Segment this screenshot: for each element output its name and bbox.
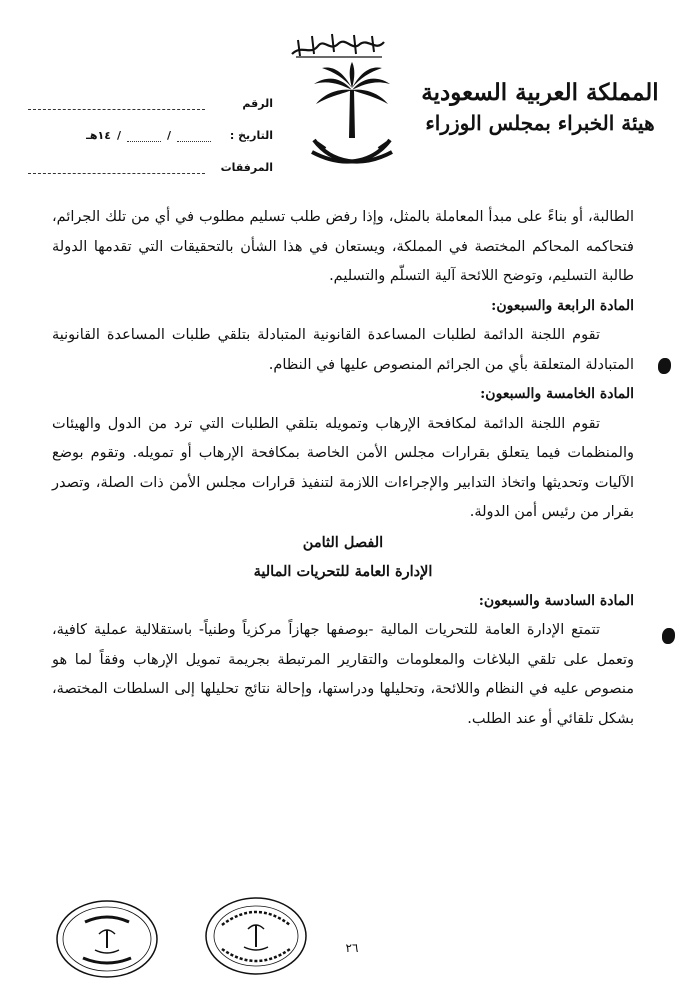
number-line bbox=[28, 95, 205, 110]
country-name: المملكة العربية السعودية bbox=[421, 79, 659, 106]
letterhead-title bbox=[420, 78, 660, 138]
seal-stamp-left bbox=[55, 898, 159, 980]
official-seal-right bbox=[204, 895, 308, 977]
chapter-subtitle: الإدارة العامة للتحريات المالية bbox=[253, 563, 433, 580]
authority-name: هيئة الخبراء بمجلس الوزراء bbox=[425, 111, 655, 135]
reference-fields bbox=[28, 78, 273, 174]
article-76-text: تتمتع الإدارة العامة للتحريات المالية -بوصفها جهازاً مركزياً وطنياً- باستقلالية عملية كافية، وتعمل على تلقي البلاغات والمعلومات والتقارير المرتبطة بجريمة تمويل الإرهاب وفقاً لما هو منصوص عليه في النظام واللائحة، وتحليلها ودراستها، وإحالة نتائج تحليلها إلى السلطات المختصة، بشكل تلقائي أو عند الطلب. bbox=[52, 622, 634, 727]
date-month-slot bbox=[127, 127, 161, 142]
attachments-line bbox=[28, 159, 205, 174]
article-75-text: تقوم اللجنة الدائمة لمكافحة الإرهاب وتمويله بتلقي الطلبات التي ترد من الدول والهيئات والمنظمات فيما يتعلق بقرارات مجلس الأمن الخاصة بمكافحة الإرهاب أو تمويله. وتقوم بوضع الآليات وتحديثها واتخاذ التدابير والإجراءات اللازمة لتنفيذ قرارات مجلس الأمن ذات الصلة، وتصدر بقرار من رئيس أمن الدولة. bbox=[52, 415, 634, 520]
date-separator: / bbox=[116, 129, 121, 142]
basmala-image bbox=[288, 30, 388, 60]
official-seal-left bbox=[55, 898, 159, 980]
seal-stamp-right bbox=[204, 895, 308, 977]
paragraph-continuation: الطالبة، أو بناءً على مبدأ المعاملة بالمثل، وإذا رفض طلب تسليم مطلوب في أي من تلك الجرائم، فتحاكمه المحاكم المختصة في المملكة، ويستعان في هذا الشأن بالتحقيقات التي تقدمها الدولة طالبة التسليم، وتوضح اللائحة آلية التسلّم والتسليم. bbox=[52, 209, 634, 284]
article-75-title: المادة الخامسة والسبعون: bbox=[480, 386, 634, 402]
number-label: الرقم bbox=[242, 97, 273, 110]
date-day-slot bbox=[177, 127, 211, 142]
attachments-row bbox=[28, 142, 273, 174]
article-74-title: المادة الرابعة والسبعون: bbox=[491, 297, 634, 314]
basmala-calligraphy bbox=[288, 30, 388, 60]
date-separator: / bbox=[166, 129, 171, 142]
page-number: ٢٦ bbox=[345, 941, 359, 955]
chapter-title: الفصل الثامن bbox=[302, 533, 384, 551]
saudi-emblem bbox=[302, 60, 402, 175]
attachments-label: المرفقات bbox=[220, 161, 273, 174]
palm-and-swords-emblem bbox=[302, 60, 402, 175]
margin-bullet-mark bbox=[662, 628, 675, 644]
document-body bbox=[52, 203, 634, 734]
date-row bbox=[28, 110, 273, 142]
article-74-text: تقوم اللجنة الدائمة لطلبات المساعدة القانونية المتبادلة بتلقي طلبات المساعدة القانونية المتبادلة المتعلقة بأي من الجرائم المنصوص عليها في النظام. bbox=[52, 327, 634, 373]
margin-bullet-mark bbox=[658, 358, 671, 374]
date-year-suffix: ١٤هـ bbox=[86, 129, 111, 142]
date-label: التاريخ : bbox=[229, 129, 273, 142]
article-76-title: المادة السادسة والسبعون: bbox=[478, 592, 634, 609]
number-row bbox=[28, 78, 273, 110]
